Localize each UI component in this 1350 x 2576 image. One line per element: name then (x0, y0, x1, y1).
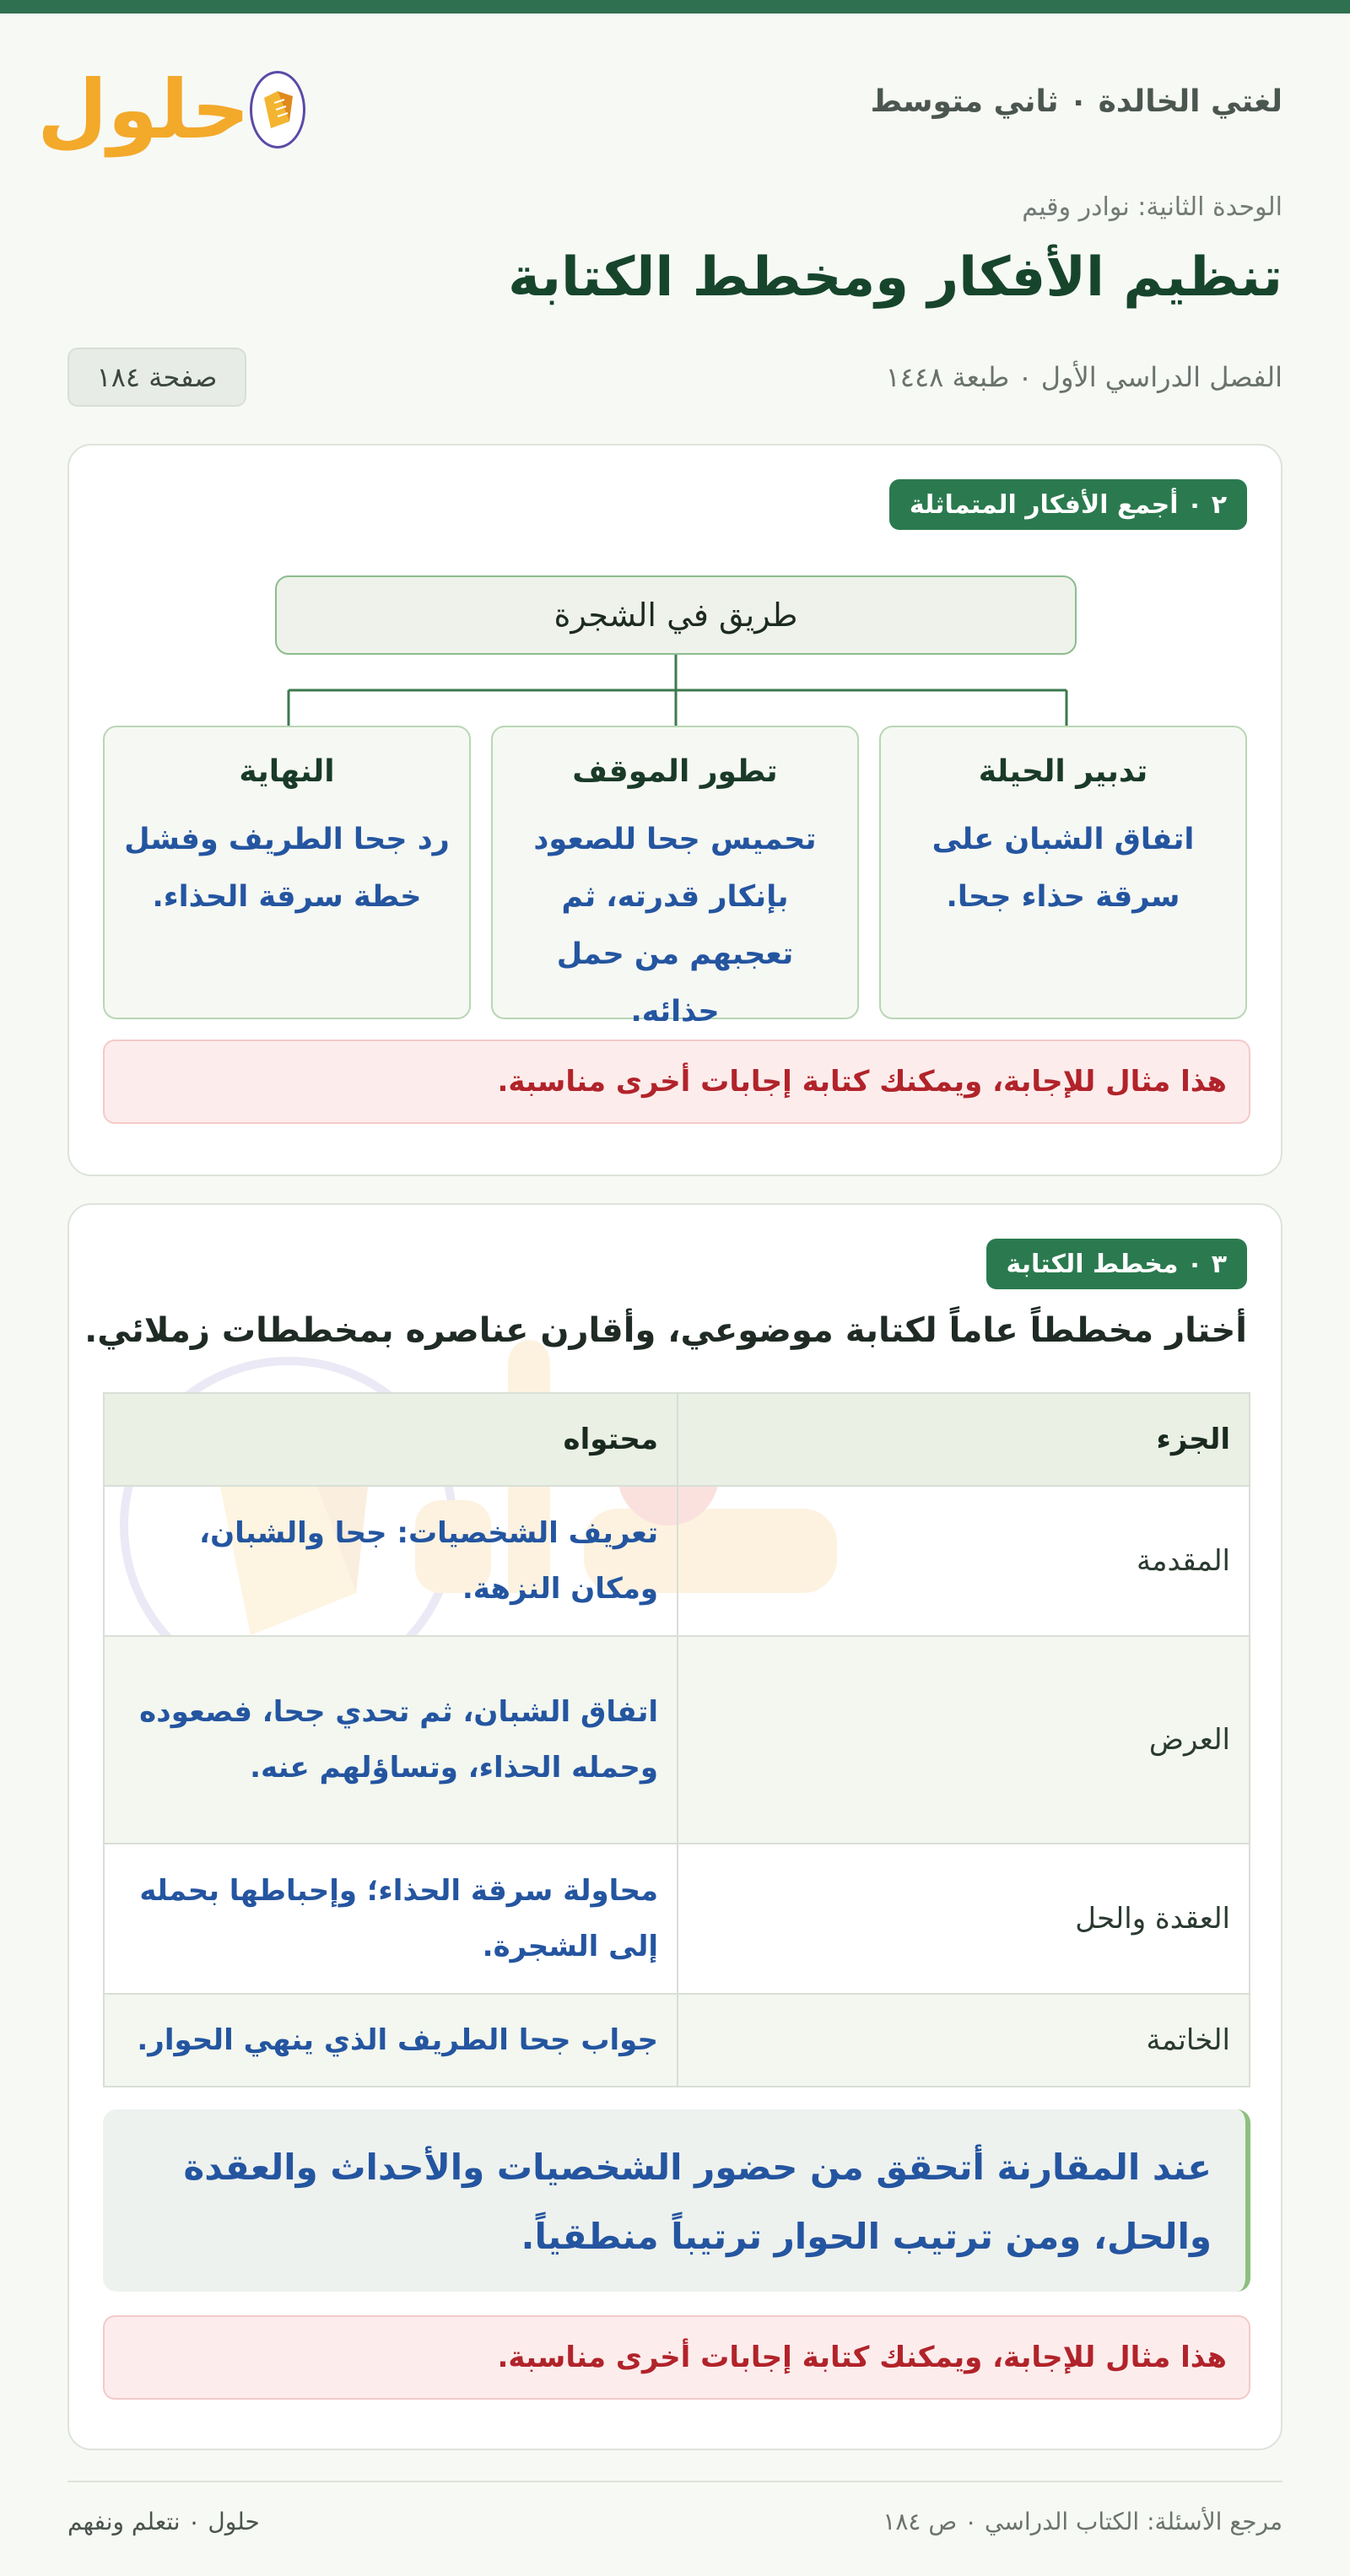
table-row (104, 1844, 1250, 1994)
comparison-callout: عند المقارنة أتحقق من حضور الشخصيات والأحداث والعقدة والحل، ومن ترتيب الحوار ترتيباً منطقياً. (103, 2109, 1250, 2292)
section-writing-plan-card (68, 1203, 1282, 2450)
table-header-row (104, 1393, 1250, 1486)
section-grouping-card (68, 444, 1282, 1176)
column-header-content: محتواه (104, 1393, 678, 1486)
diagram-root-node: طريق في الشجرة (275, 575, 1077, 655)
section-instruction: أختار مخططاً عاماً لكتابة موضوعي، وأقارن عناصره بمخططات زملائي. (84, 1311, 1247, 1350)
content-cell: جواب جحا الطريف الذي ينهي الحوار. (104, 1994, 678, 2087)
branch-body: رد جحا الطريف وفشل خطة سرقة الحذاء. (124, 823, 450, 914)
footer-divider (68, 2481, 1282, 2482)
branch-body: تحميس جحا للصعود بإنكار قدرته، ثم تعجبهم من حمل حذائه. (533, 823, 817, 1029)
brand-logo[interactable] (37, 59, 312, 160)
page-header (37, 51, 1282, 160)
part-cell: العرض (678, 1636, 1250, 1844)
branch-body: اتفاق الشبان على سرقة حذاء جحا. (932, 823, 1195, 914)
example-answer-note: هذا مثال للإجابة، ويمكنك كتابة إجابات أخرى مناسبة. (103, 2315, 1250, 2400)
section-badge: ٢ ٠ أجمع الأفكار المتماثلة (889, 479, 1247, 530)
branch-title: تطور الموقف (572, 754, 778, 789)
branch-title: تدبير الحيلة (978, 754, 1148, 789)
diagram-branch-node (879, 726, 1247, 1019)
content-cell: محاولة سرقة الحذاء؛ وإحباطها بحمله إلى الشجرة. (104, 1844, 678, 1994)
top-accent-bar (0, 0, 1350, 14)
part-cell: الخاتمة (678, 1994, 1250, 2087)
table-row (104, 1636, 1250, 1844)
diagram-branch-node (103, 726, 471, 1019)
series-title: لغتي الخالدة ٠ ثاني متوسط (870, 84, 1282, 119)
part-cell: العقدة والحل (678, 1844, 1250, 1994)
page-title: تنظيم الأفكار ومخطط الكتابة (508, 246, 1282, 309)
semester-label: الفصل الدراسي الأول ٠ طبعة ١٤٤٨ (885, 361, 1282, 393)
branch-title: النهاية (239, 754, 335, 789)
writing-plan-table (103, 1392, 1250, 2087)
content-cell: اتفاق الشبان، ثم تحدي جحا، فصعوده وحمله الحذاء، وتساؤلهم عنه. (104, 1636, 678, 1844)
diagram-branch-node (491, 726, 859, 1029)
table-row (104, 1486, 1250, 1636)
content-cell: تعريف الشخصيات: جحا والشبان، ومكان النزهة. (104, 1486, 678, 1636)
book-icon (250, 71, 305, 149)
part-cell: المقدمة (678, 1486, 1250, 1636)
table-row (104, 1994, 1250, 2087)
footer-reference: مرجع الأسئلة: الكتاب الدراسي ٠ ص ١٨٤ (883, 2508, 1282, 2535)
logo-wordmark: حلول (37, 62, 250, 157)
column-header-part: الجزء (678, 1393, 1250, 1486)
page-number-badge: صفحة ١٨٤ (68, 348, 246, 407)
footer-brand: حلول ٠ نتعلم ونفهم (68, 2508, 260, 2535)
section-badge: ٣ ٠ مخطط الكتابة (986, 1239, 1247, 1289)
example-answer-note: هذا مثال للإجابة، ويمكنك كتابة إجابات أخرى مناسبة. (103, 1040, 1250, 1124)
diagram-connectors (69, 655, 1284, 726)
unit-label: الوحدة الثانية: نوادر وقيم (1022, 192, 1282, 222)
